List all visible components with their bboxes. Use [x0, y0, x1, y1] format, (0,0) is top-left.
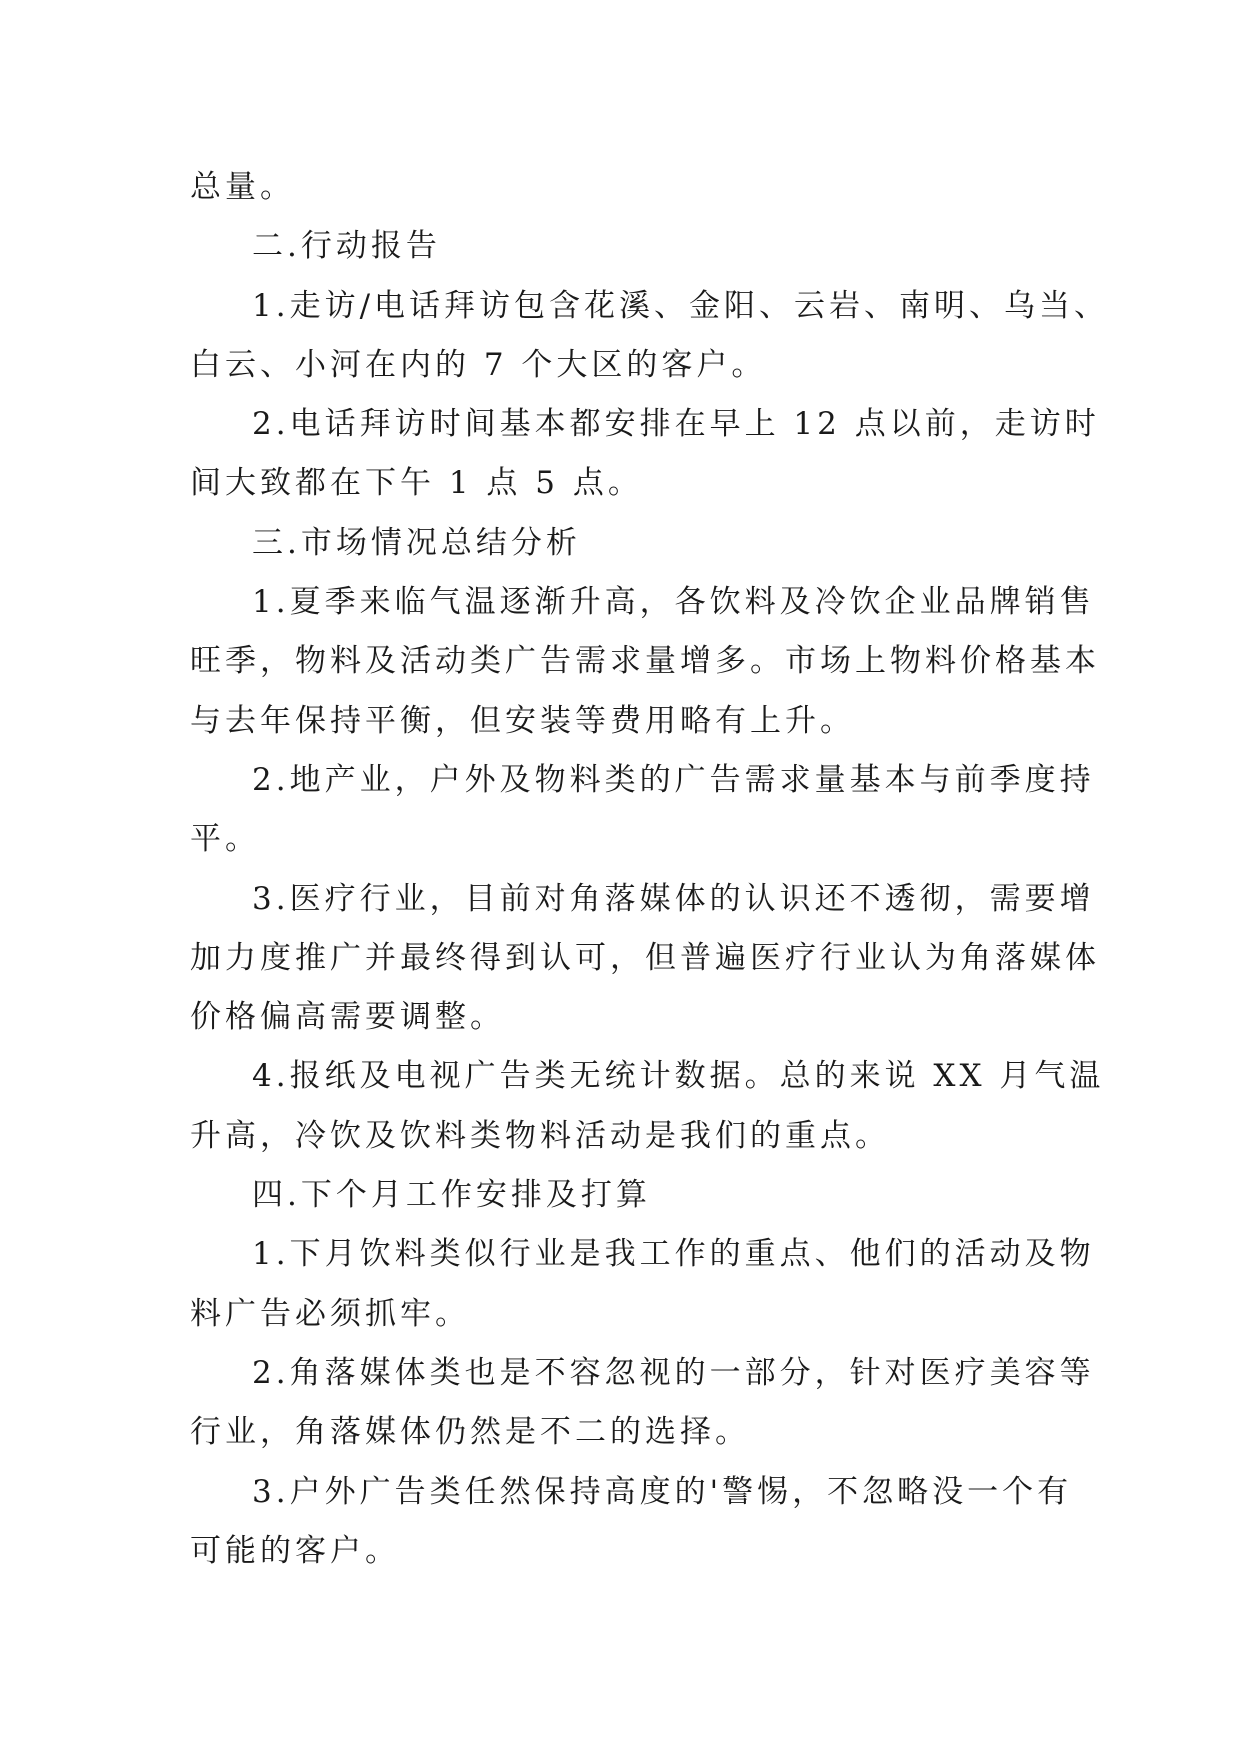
text-line: 加力度推广并最终得到认可，但普遍医疗行业认为角落媒体: [190, 939, 1100, 976]
text-line: 行业，角落媒体仍然是不二的选择。: [190, 1414, 750, 1451]
text-line: 平。: [190, 821, 260, 858]
text-line: 3.医疗行业，目前对角落媒体的认识还不透彻，需要增: [252, 880, 1095, 917]
text-line: 白云、小河在内的 7 个大区的客户。: [190, 346, 767, 383]
text-line: 总量。: [190, 169, 295, 205]
text-line: 料广告必须抓牢。: [190, 1295, 470, 1332]
text-line: 2.电话拜访时间基本都安排在早上 12 点以前，走访时: [252, 406, 1100, 443]
section-heading-action-report: 二.行动报告: [252, 228, 441, 265]
text-line: 价格偏高需要调整。: [190, 999, 505, 1036]
text-line: 可能的客户。: [190, 1532, 400, 1569]
text-line: 3.户外广告类任然保持高度的'警惕，不忽略没一个有: [252, 1473, 1073, 1510]
text-line: 间大致都在下午 1 点 5 点。: [190, 465, 643, 502]
text-line: 2.地产业，户外及物料类的广告需求量基本与前季度持: [252, 761, 1095, 798]
text-line: 升高，冷饮及饮料类物料活动是我们的重点。: [190, 1117, 890, 1154]
text-line: 2.角落媒体类也是不容忽视的一部分，针对医疗美容等: [252, 1354, 1095, 1391]
text-line: 1.夏季来临气温逐渐升高，各饮料及冷饮企业品牌销售: [252, 584, 1095, 621]
section-heading-next-month-plan: 四.下个月工作安排及打算: [252, 1177, 651, 1214]
text-line: 4.报纸及电视广告类无统计数据。总的来说 XX 月气温: [252, 1058, 1105, 1095]
text-line: 1.下月饮料类似行业是我工作的重点、他们的活动及物: [252, 1236, 1095, 1273]
section-heading-market-analysis: 三.市场情况总结分析: [252, 524, 581, 561]
text-line: 与去年保持平衡，但安装等费用略有上升。: [190, 702, 855, 739]
text-line: 旺季，物料及活动类广告需求量增多。市场上物料价格基本: [190, 643, 1100, 680]
text-line: 1.走访/电话拜访包含花溪、金阳、云岩、南明、乌当、: [252, 287, 1110, 324]
document-body: [190, 158, 1110, 1581]
